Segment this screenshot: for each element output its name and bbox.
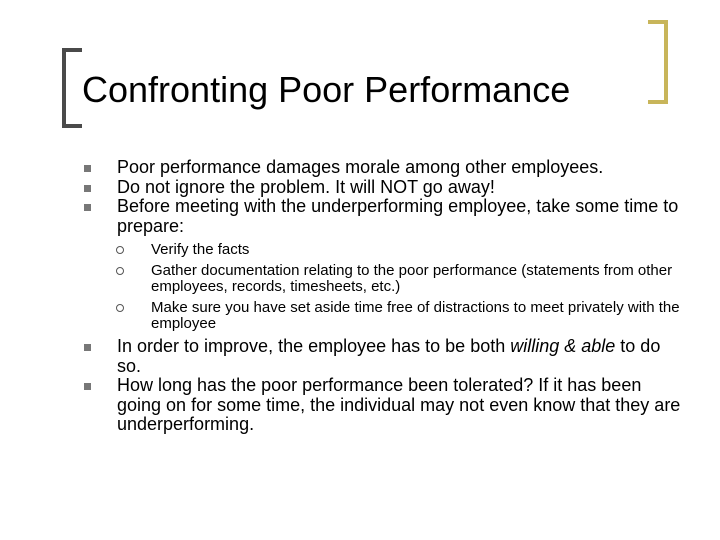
title-bracket-left (62, 48, 82, 128)
square-bullet-icon (84, 344, 91, 351)
sub-bullet-text: Gather documentation relating to the poor performance (statements from other employees, records, timesheets, etc.) (151, 262, 673, 295)
sub-bullet-text: Verify the facts (151, 241, 250, 258)
sub-bullet-item (84, 263, 684, 295)
bullet-item (84, 158, 684, 178)
bullet-text-part: to do so. (117, 336, 661, 376)
square-bullet-icon (84, 185, 91, 192)
circle-bullet-icon (116, 246, 124, 254)
bullet-item (84, 178, 684, 198)
sub-bullet-item (84, 242, 684, 258)
bullet-item (84, 337, 684, 376)
bullet-text: Before meeting with the underperforming employee, take some time to prepare: (117, 196, 679, 236)
square-bullet-icon (84, 165, 91, 172)
square-bullet-icon (84, 383, 91, 390)
bullet-item (84, 376, 684, 435)
circle-bullet-icon (116, 267, 124, 275)
slide-title: Confronting Poor Performance (82, 69, 571, 110)
bullet-text: Poor performance damages morale among other employees. (117, 157, 604, 177)
bullet-text: Do not ignore the problem. It will NOT go away! (117, 176, 495, 197)
title-bracket-right (648, 20, 668, 104)
sub-bullet-item (84, 300, 684, 332)
square-bullet-icon (84, 204, 91, 211)
circle-bullet-icon (116, 304, 124, 312)
bullet-list (84, 158, 684, 435)
bullet-text-part: In order to improve, the employee has to be both (117, 336, 511, 356)
bullet-item (84, 197, 684, 236)
sub-bullet-text: Make sure you have set aside time free of distractions to meet privately with the employee (151, 299, 680, 332)
sub-bullet-list (84, 242, 684, 332)
bullet-emphasis: willing & able (510, 336, 616, 356)
bullet-text: How long has the poor performance been tolerated? If it has been going on for some time, the individual may not even know that they are underperforming. (117, 375, 681, 434)
